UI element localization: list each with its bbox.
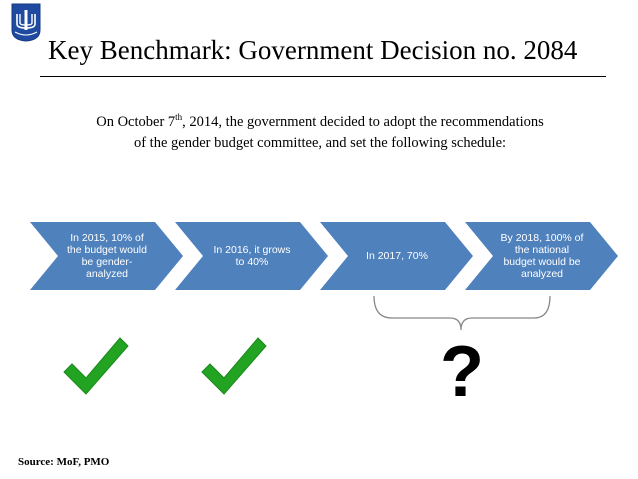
step-1-line-1: In 2015, 10% of [70, 232, 144, 244]
step-1-text [58, 232, 156, 280]
slide-title: Key Benchmark: Government Decision no. 2084 [48, 35, 578, 65]
step-3-text [348, 250, 446, 262]
step-4-text [493, 232, 591, 280]
source-note: Source: MoF, PMO [18, 456, 110, 468]
step-3-line-1: In 2017, 70% [366, 250, 428, 262]
intro-part2: , 2014, the government decided to adopt the recommendations [182, 114, 544, 130]
checkmark-icon [200, 334, 268, 398]
step-2-line-1: In 2016, it grows [213, 244, 291, 256]
step-1-line-4: analyzed [85, 268, 129, 280]
step-4-line-1: By 2018, 100% of [500, 232, 584, 244]
step-4-line-4: analyzed [520, 268, 564, 280]
step-4-line-2: the national [514, 244, 570, 256]
step-1-line-3: be gender- [81, 256, 133, 268]
bracket-icon [374, 296, 550, 330]
step-2-line-2: to 40% [235, 256, 269, 268]
intro-sup: th [175, 112, 183, 123]
step-1-line-2: the budget would [67, 244, 147, 256]
step-4-line-3: budget would be [503, 256, 581, 268]
checkmark-icon [62, 334, 130, 398]
question-mark: ? [440, 332, 484, 412]
step-2-text [203, 244, 301, 268]
intro-line2: of the gender budget committee, and set the following schedule: [133, 135, 507, 151]
intro-part1: On October 7 [96, 114, 176, 130]
